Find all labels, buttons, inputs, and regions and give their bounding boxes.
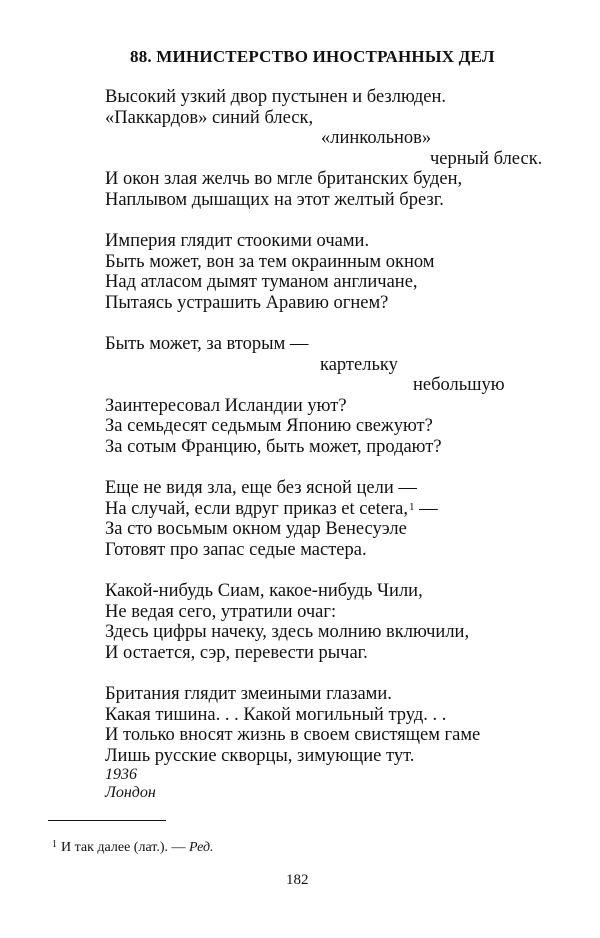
poem-year: 1936 bbox=[105, 766, 137, 783]
poem-line-stepped: черный блеск. bbox=[430, 148, 543, 169]
stanza-1 bbox=[105, 87, 543, 210]
poem-line: Быть может, за вторым — bbox=[105, 334, 309, 354]
poem-line: И окон злая желчь во мгле британских буден, bbox=[105, 169, 463, 189]
poem-line: Наплывом дышащих на этот желтый брезг. bbox=[105, 189, 444, 210]
poem-line-stepped: картельку bbox=[320, 354, 398, 375]
poem-line: «Паккардов» синий блеск, bbox=[105, 107, 314, 128]
poem-line: И только вносят жизнь в своем свистящем гаме bbox=[105, 725, 481, 745]
poem-line-with-footnote bbox=[105, 499, 535, 520]
stanza-2 bbox=[105, 231, 535, 313]
poem-line: Заинтересовал Исландии уют? bbox=[105, 395, 347, 416]
poem-line-stepped: небольшую bbox=[413, 375, 505, 395]
poem-line: Быть может, вон за тем окраинным окном bbox=[105, 251, 435, 272]
poem-line-text: На случай, если вдруг приказ et cetera, bbox=[105, 498, 409, 519]
poem-line: Здесь цифры начеку, здесь молнию включили, bbox=[105, 622, 470, 642]
footnote-text: И так далее (лат.). — bbox=[61, 840, 186, 855]
poem-line: За семьдесят седьмым Японию свежуют? bbox=[105, 416, 433, 436]
poem-line: Какой-нибудь Сиам, какое-нибудь Чили, bbox=[105, 581, 423, 601]
date-place bbox=[105, 766, 156, 802]
poem-line: Над атласом дымят туманом англичане, bbox=[105, 272, 418, 292]
footnote-reference: 1 bbox=[409, 500, 415, 513]
footnote-marker: 1 bbox=[52, 839, 57, 850]
footnote bbox=[52, 840, 214, 856]
poem-line-stepped: «линкольнов» bbox=[321, 128, 432, 148]
poem-line: За сто восьмым окном удар Венесуэле bbox=[105, 519, 407, 539]
poem-line: Империя глядит стоокими очами. bbox=[105, 231, 370, 251]
poem-line: Лишь русские скворцы, зимующие тут. bbox=[105, 745, 415, 766]
poem-line: Какая тишина. . . Какой могильный труд. . . bbox=[105, 704, 447, 725]
stanza-4 bbox=[105, 478, 535, 560]
page-number: 182 bbox=[286, 872, 309, 888]
poem-line: Пытаясь устрашить Аравию огнем? bbox=[105, 292, 389, 313]
poem-line: Не ведая сего, утратили очаг: bbox=[105, 601, 337, 622]
poem-line: Британия глядит змеиными глазами. bbox=[105, 684, 392, 704]
stanza-6 bbox=[105, 684, 535, 766]
footnote-divider bbox=[48, 820, 166, 821]
poem-line: Готовят про запас седые мастера. bbox=[105, 539, 367, 560]
footnote-editor: Ред. bbox=[189, 840, 214, 855]
stanza-5 bbox=[105, 581, 535, 663]
poem-line: Еще не видя зла, еще без ясной цели — bbox=[105, 478, 417, 498]
poem-line: Высокий узкий двор пустынен и безлюден. bbox=[105, 87, 446, 107]
poem-body bbox=[105, 87, 543, 787]
line-dash: — bbox=[419, 498, 438, 519]
poem-title: 88. МИНИСТЕРСТВО ИНОСТРАННЫХ ДЕЛ bbox=[130, 47, 495, 66]
stanza-3 bbox=[105, 334, 535, 457]
poem-place: Лондон bbox=[105, 784, 156, 801]
poem-line: За сотым Францию, быть может, продают? bbox=[105, 436, 442, 457]
poem-line: И остается, сэр, перевести рычаг. bbox=[105, 642, 368, 663]
